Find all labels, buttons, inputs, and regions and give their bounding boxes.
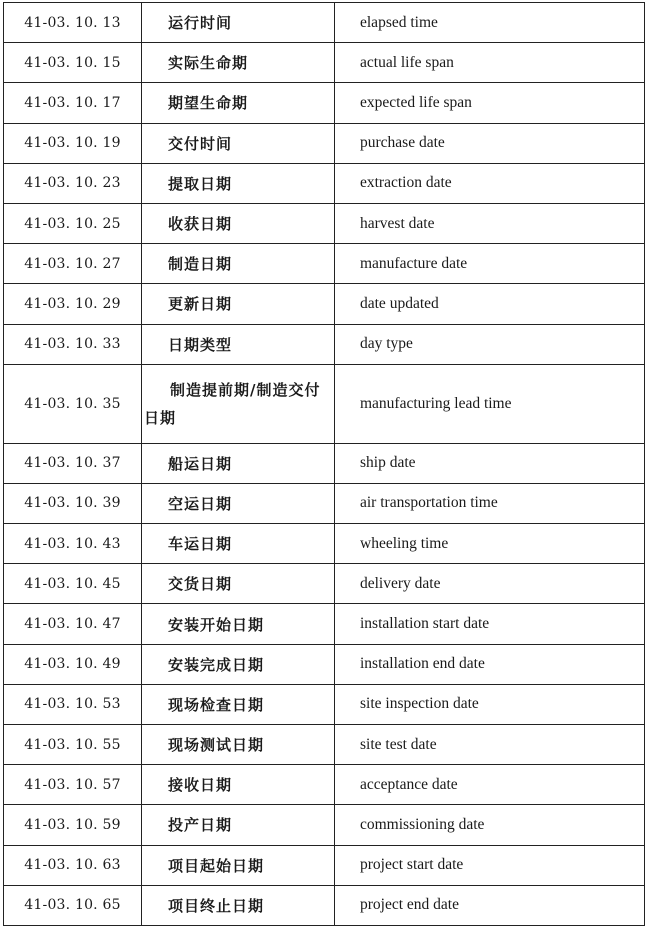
- table-row: [4, 524, 645, 564]
- term-english: elapsed time: [335, 3, 645, 43]
- table-row: [4, 845, 645, 885]
- table-row: [4, 443, 645, 483]
- term-code: 41-03. 10. 43: [4, 524, 142, 564]
- term-code: 41-03. 10. 25: [4, 203, 142, 243]
- term-english: extraction date: [335, 163, 645, 203]
- term-code: 41-03. 10. 55: [4, 725, 142, 765]
- term-code: 41-03. 10. 23: [4, 163, 142, 203]
- term-chinese: 交货日期: [142, 564, 335, 604]
- term-english: ship date: [335, 443, 645, 483]
- table-row: [4, 244, 645, 284]
- term-chinese: 更新日期: [142, 284, 335, 324]
- term-chinese: 空运日期: [142, 483, 335, 523]
- term-code: 41-03. 10. 29: [4, 284, 142, 324]
- term-code: 41-03. 10. 15: [4, 43, 142, 83]
- table-row: [4, 725, 645, 765]
- term-english: installation end date: [335, 644, 645, 684]
- table-row: [4, 604, 645, 644]
- term-english: day type: [335, 324, 645, 364]
- term-english: manufacturing lead time: [335, 364, 645, 443]
- term-english: air transportation time: [335, 483, 645, 523]
- term-code: 41-03. 10. 49: [4, 644, 142, 684]
- term-chinese: 现场检查日期: [142, 684, 335, 724]
- table-row: [4, 43, 645, 83]
- term-english: wheeling time: [335, 524, 645, 564]
- table-row: [4, 483, 645, 523]
- term-english: manufacture date: [335, 244, 645, 284]
- term-chinese: 项目终止日期: [142, 885, 335, 925]
- term-chinese: 安装开始日期: [142, 604, 335, 644]
- table-row: [4, 364, 645, 443]
- term-chinese: 安装完成日期: [142, 644, 335, 684]
- term-chinese: 船运日期: [142, 443, 335, 483]
- term-code: 41-03. 10. 27: [4, 244, 142, 284]
- term-english: purchase date: [335, 123, 645, 163]
- term-code: 41-03. 10. 19: [4, 123, 142, 163]
- terms-table-body: [4, 3, 645, 926]
- term-english: harvest date: [335, 203, 645, 243]
- term-english: expected life span: [335, 83, 645, 123]
- table-row: [4, 3, 645, 43]
- term-chinese: 实际生命期: [142, 43, 335, 83]
- table-row: [4, 564, 645, 604]
- term-chinese: 接收日期: [142, 765, 335, 805]
- term-code: 41-03. 10. 45: [4, 564, 142, 604]
- term-english: commissioning date: [335, 805, 645, 845]
- term-english: date updated: [335, 284, 645, 324]
- table-row: [4, 163, 645, 203]
- term-english: site test date: [335, 725, 645, 765]
- term-english: project end date: [335, 885, 645, 925]
- term-english: site inspection date: [335, 684, 645, 724]
- term-chinese: 提取日期: [142, 163, 335, 203]
- term-chinese: 运行时间: [142, 3, 335, 43]
- term-english: actual life span: [335, 43, 645, 83]
- table-row: [4, 123, 645, 163]
- term-code: 41-03. 10. 65: [4, 885, 142, 925]
- term-code: 41-03. 10. 39: [4, 483, 142, 523]
- term-chinese: 车运日期: [142, 524, 335, 564]
- term-english: installation start date: [335, 604, 645, 644]
- term-chinese-text: 制造提前期/制造交付日期: [144, 380, 321, 427]
- term-chinese: 期望生命期: [142, 83, 335, 123]
- term-chinese: 交付时间: [142, 123, 335, 163]
- term-code: 41-03. 10. 17: [4, 83, 142, 123]
- term-code: 41-03. 10. 53: [4, 684, 142, 724]
- table-row: [4, 885, 645, 925]
- table-row: [4, 324, 645, 364]
- term-english: delivery date: [335, 564, 645, 604]
- term-chinese: 收获日期: [142, 203, 335, 243]
- term-code: 41-03. 10. 35: [4, 364, 142, 443]
- term-chinese: 投产日期: [142, 805, 335, 845]
- term-english: project start date: [335, 845, 645, 885]
- term-code: 41-03. 10. 63: [4, 845, 142, 885]
- term-chinese: [142, 364, 335, 443]
- term-code: 41-03. 10. 47: [4, 604, 142, 644]
- term-code: 41-03. 10. 13: [4, 3, 142, 43]
- table-row: [4, 203, 645, 243]
- term-chinese: 项目起始日期: [142, 845, 335, 885]
- term-english: acceptance date: [335, 765, 645, 805]
- term-code: 41-03. 10. 59: [4, 805, 142, 845]
- table-row: [4, 805, 645, 845]
- table-row: [4, 83, 645, 123]
- term-code: 41-03. 10. 37: [4, 443, 142, 483]
- term-chinese: 现场测试日期: [142, 725, 335, 765]
- term-code: 41-03. 10. 33: [4, 324, 142, 364]
- term-chinese: 日期类型: [142, 324, 335, 364]
- term-code: 41-03. 10. 57: [4, 765, 142, 805]
- table-row: [4, 644, 645, 684]
- term-chinese: 制造日期: [142, 244, 335, 284]
- terms-table: [3, 2, 645, 926]
- table-row: [4, 284, 645, 324]
- table-row: [4, 765, 645, 805]
- table-row: [4, 684, 645, 724]
